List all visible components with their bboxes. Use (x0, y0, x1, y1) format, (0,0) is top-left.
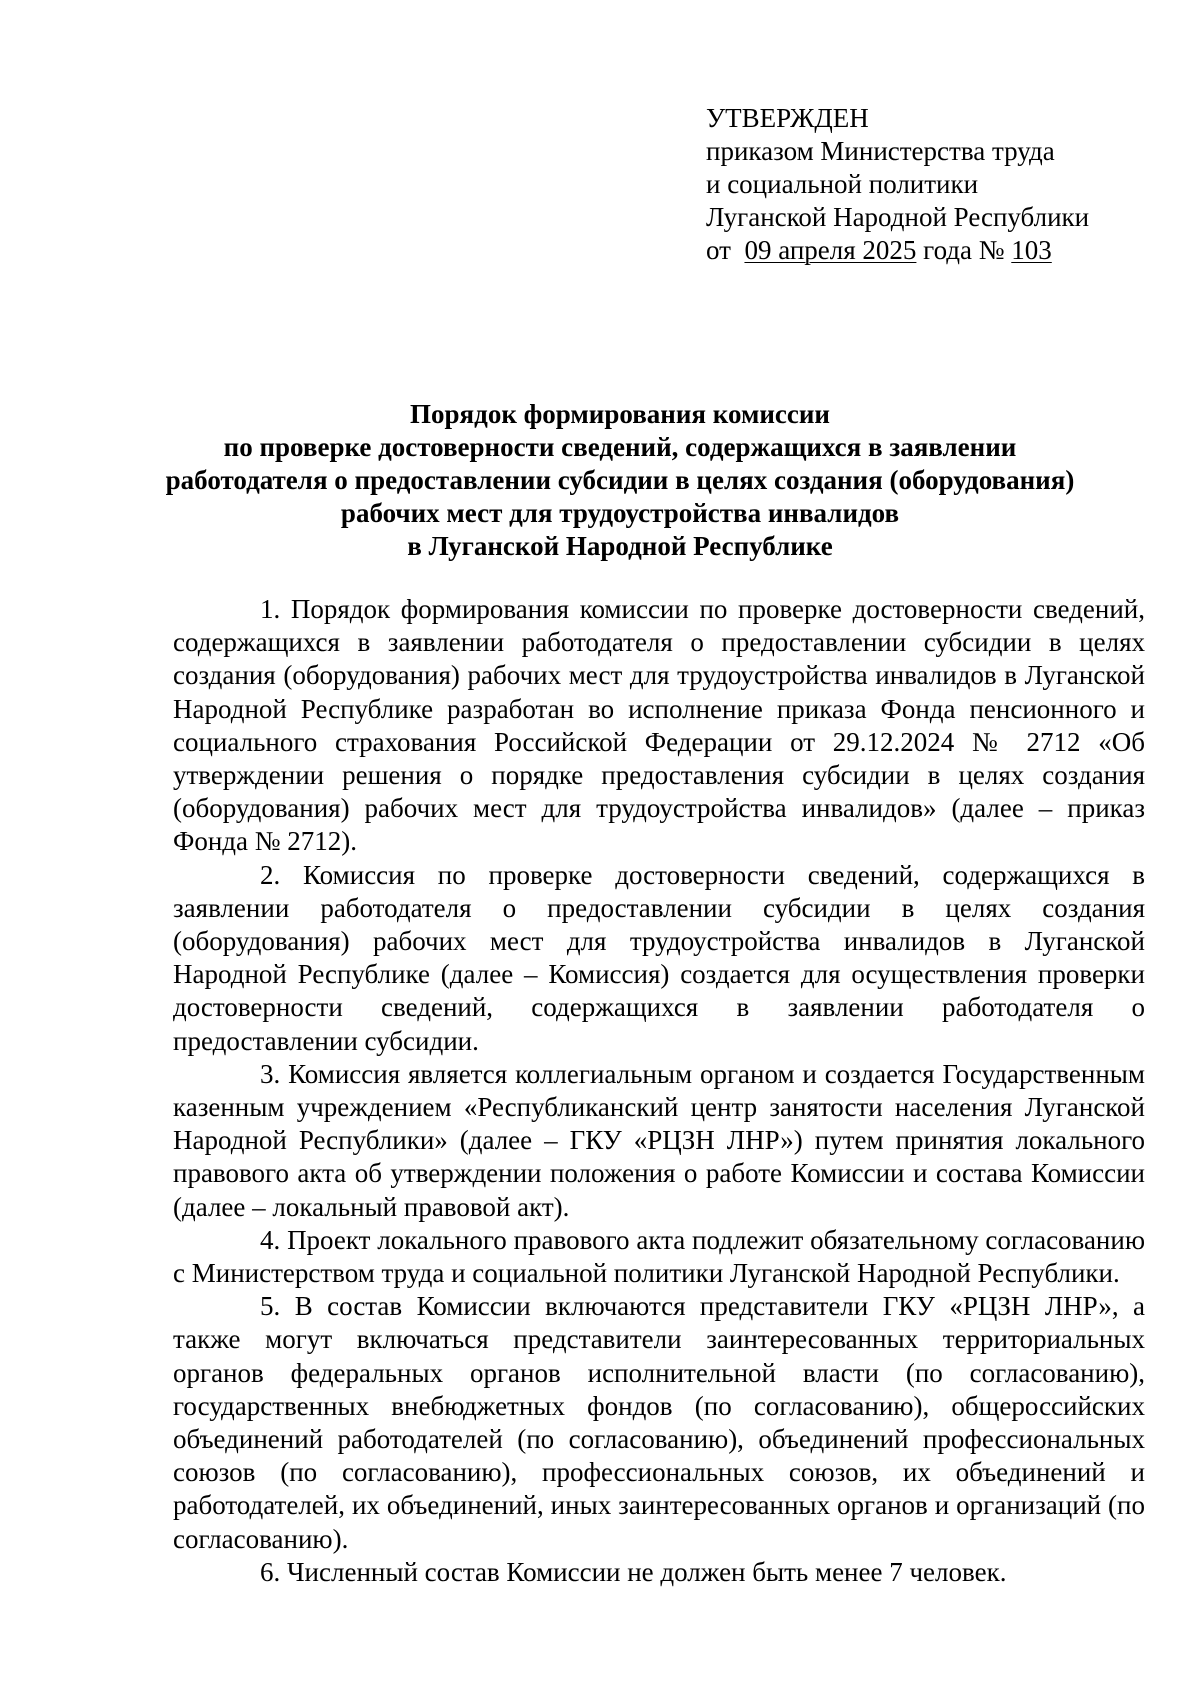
approval-republic-line: Луганской Народной Республики (706, 202, 1090, 232)
document-title (150, 398, 1090, 563)
paragraph-text: В состав Комиссии включаются представители ГКУ «РЦЗН ЛНР», а также могут включаться представители заинтересованных территориальных органов федеральных органов исполнительной власти (по согласованию), государственных внебюджетных фондов (по согласованию), общероссийских объединений работодателей (по согласованию), объединений профессиональных союзов (по согласованию), профессиональных союзов, их объединений и работодателей, их объединений, иных заинтересованных органов и организаций (по согласованию). (173, 1291, 1145, 1554)
approval-order-line: приказом Министерства труда (706, 136, 1055, 166)
approval-date: 09 апреля 2025 (744, 235, 917, 265)
paragraph-number: 2. (260, 859, 281, 890)
paragraph-number: 5. (260, 1291, 281, 1322)
approval-heading: УТВЕРЖДЕН (706, 103, 869, 133)
paragraph-number: 4. (260, 1224, 281, 1255)
paragraph-4 (173, 1224, 1145, 1290)
paragraph-2 (173, 859, 1145, 1058)
paragraph-text: Комиссия является коллегиальным органом и создается Государственным казенным учреждением «Республиканский центр занятости населения Луганской Народной Республики» (далее – ГКУ «РЦЗН ЛНР») путем принятия локального правового акта об утверждении положения о работе Комиссии и состава Комиссии (далее – локальный правовой акт). (173, 1058, 1145, 1222)
paragraph-1 (173, 593, 1145, 859)
paragraph-number: 3. (260, 1058, 281, 1089)
title-line: работодателя о предоставлении субсидии в целях создания (оборудования) (165, 465, 1075, 495)
paragraph-3 (173, 1058, 1145, 1224)
paragraph-number: 6. (260, 1556, 281, 1587)
approval-date-middle: года № (923, 235, 1005, 265)
approval-number: 103 (1011, 235, 1052, 265)
paragraph-text: Численный состав Комиссии не должен быть менее 7 человек. (287, 1556, 1007, 1587)
title-line: рабочих мест для трудоустройства инвалидов (340, 498, 900, 528)
approval-date-line (706, 234, 1146, 267)
paragraph-number: 1. (260, 594, 281, 624)
approval-date-prefix: от (706, 235, 731, 265)
title-line: по проверке достоверности сведений, содержащихся в заявлении (223, 432, 1017, 462)
paragraph-text: Проект локального правового акта подлежит обязательному согласованию с Министерством труда и социальной политики Луганской Народной Республики. (173, 1224, 1146, 1289)
title-line: Порядок формирования комиссии (410, 399, 830, 429)
approval-ministry-line: и социальной политики (706, 169, 979, 199)
title-line: в Луганской Народной Республике (407, 531, 833, 561)
paragraph-6 (173, 1556, 1145, 1589)
paragraph-text: Комиссия по проверке достоверности сведений, содержащихся в заявлении работодателя о предоставлении субсидии в целях создания (оборудования) рабочих мест для трудоустройства инвалидов в Луганской Народной Республике (далее – Комиссия) создается для осуществления проверки достоверности сведений, содержащихся в заявлении работодателя о предоставлении субсидии. (173, 859, 1145, 1056)
document-body (173, 593, 1145, 1589)
paragraph-5 (173, 1290, 1145, 1556)
approval-stamp (706, 102, 1146, 267)
paragraph-text: Порядок формирования комиссии по проверке достоверности сведений, содержащихся в заявлении работодателя о предоставлении субсидии в целях создания (оборудования) рабочих мест для трудоустройства инвалидов в Луганской Народной Республике разработан во исполнение приказа Фонда пенсионного и социального страхования Российской Федерации от 29.12.2024 № 2712 «Об утверждении решения о порядке предоставления субсидии в целях создания (оборудования) рабочих мест для трудоустройства инвалидов» (далее – приказ Фонда № 2712). (173, 594, 1145, 857)
